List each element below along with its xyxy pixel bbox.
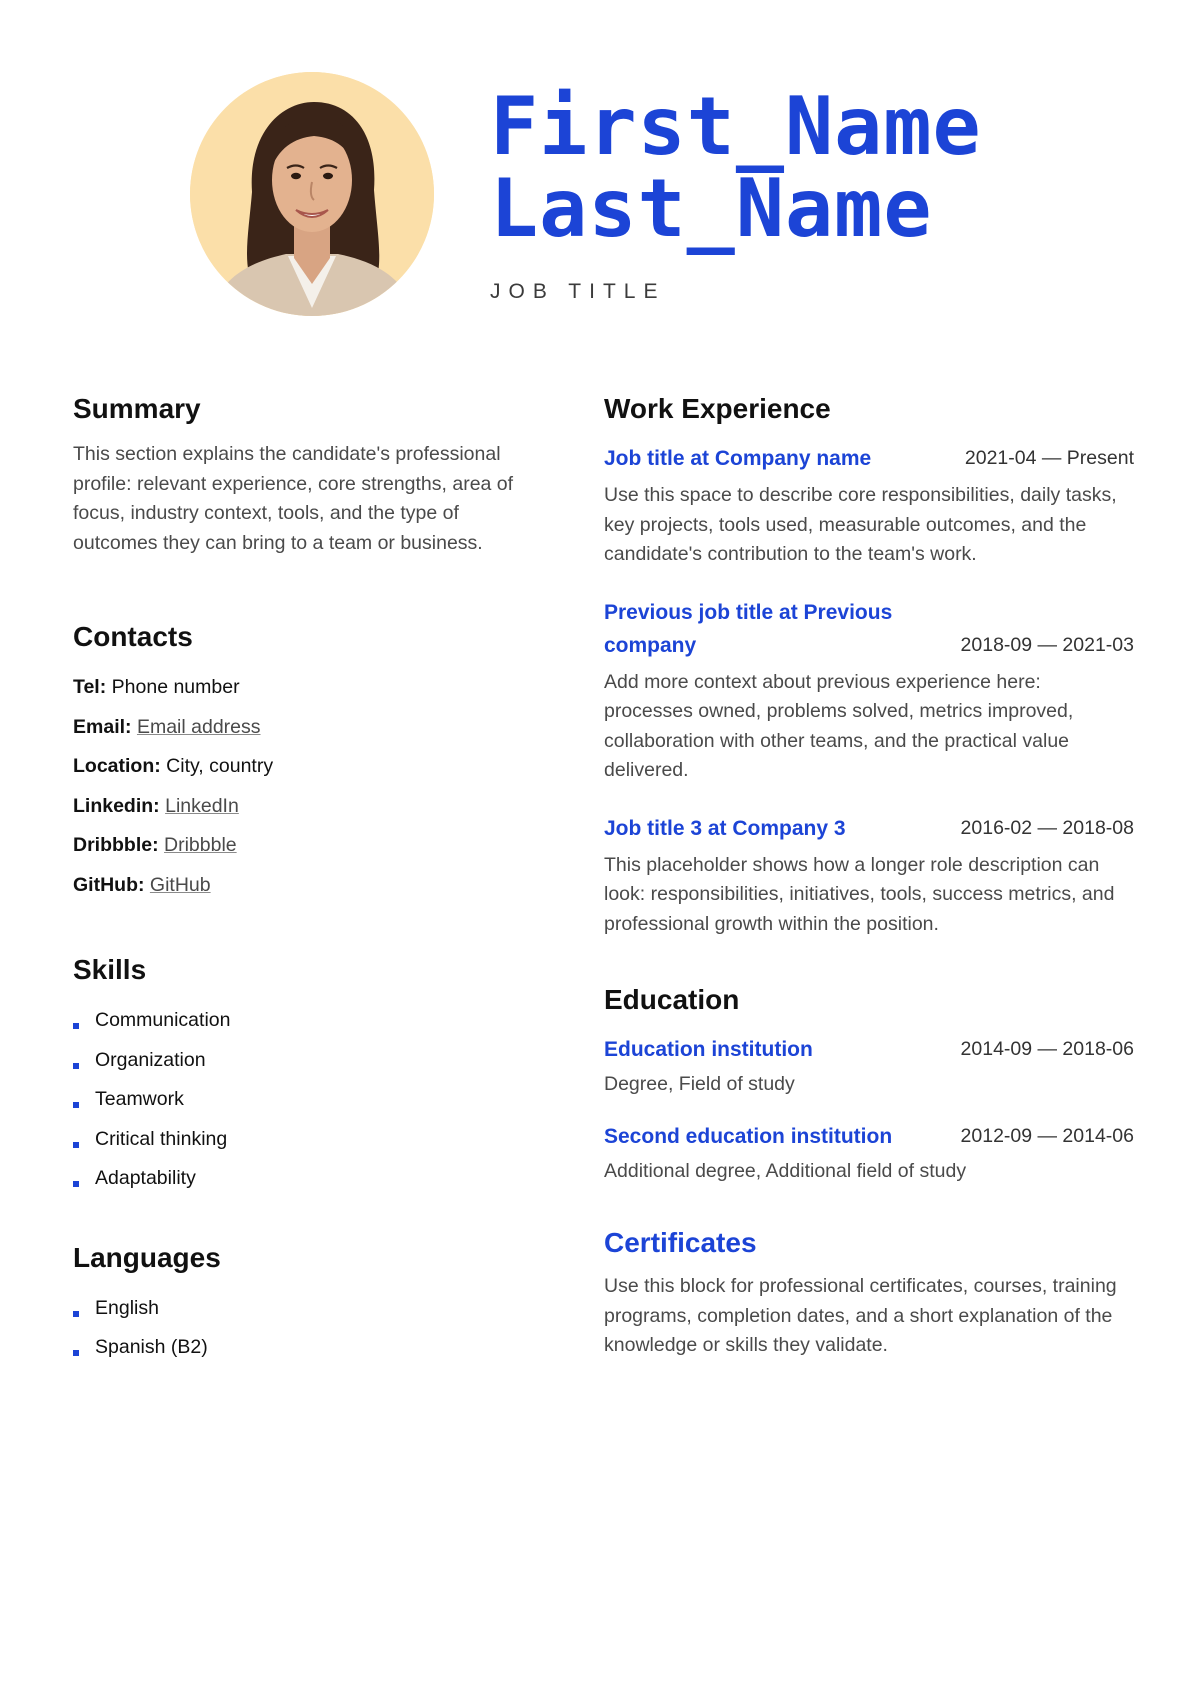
education-section xyxy=(604,983,1134,1186)
contact-value: Phone number xyxy=(111,676,240,698)
job-role: Job title at Company name xyxy=(604,447,872,470)
contact-label: Dribbble: xyxy=(73,834,159,856)
contact-value: City, country xyxy=(166,755,274,777)
contact-label: Tel: xyxy=(73,676,107,698)
skill-item xyxy=(73,1041,543,1081)
job-role: Job title 3 at Company 3 xyxy=(604,816,846,840)
contacts-section xyxy=(73,620,543,905)
language-label: Spanish (B2) xyxy=(95,1336,208,1358)
skill-label: Teamwork xyxy=(95,1088,184,1110)
summary-text: This section explains the candidate's professional profile: relevant experience, core strengths, area of focus, industry context, tools, and the type of outcomes they can bring to a team or business. xyxy=(73,443,514,554)
education-degree: Additional degree, Additional field of study xyxy=(604,1159,967,1182)
job-entry xyxy=(604,442,1134,570)
contact-location xyxy=(73,747,543,787)
certificates-section xyxy=(604,1226,1134,1361)
bullet-square-icon xyxy=(73,1023,79,1029)
contact-label: Email: xyxy=(73,715,132,738)
last-name: Last_Name xyxy=(490,162,933,255)
contact-dribbble xyxy=(73,826,543,866)
education-institution: Education institution xyxy=(604,1038,813,1061)
job-entry xyxy=(604,596,1134,786)
languages-title: Languages xyxy=(73,1241,221,1273)
skill-item xyxy=(73,1080,543,1120)
name-block xyxy=(490,80,1170,255)
skills-title: Skills xyxy=(73,954,147,985)
summary-title: Summary xyxy=(73,393,201,424)
work-experience-section xyxy=(604,392,1134,939)
bullet-square-icon xyxy=(73,1063,79,1069)
skill-item xyxy=(73,1120,543,1160)
education-header xyxy=(604,1033,1134,1066)
language-item xyxy=(73,1328,543,1368)
bullet-square-icon xyxy=(73,1142,79,1148)
contact-label: Location: xyxy=(73,755,161,777)
contact-email xyxy=(73,708,543,748)
contacts-list xyxy=(73,668,543,905)
work-experience-title: Work Experience xyxy=(604,393,831,424)
portrait-image xyxy=(190,72,434,316)
job-description: Use this space to describe core responsibilities, daily tasks, key projects, tools used, measurable outcomes, and the candidate's contribution to the team's work. xyxy=(604,484,1117,565)
bullet-square-icon xyxy=(73,1311,79,1317)
bullet-square-icon xyxy=(73,1350,79,1356)
certificates-title: Certificates xyxy=(604,1227,757,1258)
job-role: Previous job title at Previous company xyxy=(604,600,893,657)
github-link[interactable]: GitHub xyxy=(149,873,211,896)
education-entry xyxy=(604,1033,1134,1100)
contact-tel xyxy=(73,668,543,708)
email-link[interactable]: Email address xyxy=(136,715,261,738)
contact-label: GitHub: xyxy=(73,873,145,896)
bullet-square-icon xyxy=(73,1102,79,1108)
contact-linkedin xyxy=(73,787,543,827)
bullet-square-icon xyxy=(73,1181,79,1187)
left-column xyxy=(73,392,543,1368)
job-header xyxy=(604,596,1134,662)
dribbble-link[interactable]: Dribbble xyxy=(164,834,237,856)
right-column xyxy=(604,392,1134,1361)
education-institution: Second education institution xyxy=(604,1124,893,1148)
languages-list xyxy=(73,1289,543,1368)
summary-section xyxy=(73,392,543,558)
certificates-text: Use this block for professional certificates, courses, training programs, completion dates, and a short explanation of the knowledge or skills they validate. xyxy=(604,1275,1117,1356)
education-dates: 2014-09 — 2018-06 xyxy=(960,1038,1134,1060)
first-name: First_Name xyxy=(490,80,982,173)
job-dates: 2016-02 — 2018-08 xyxy=(960,816,1134,839)
job-header xyxy=(604,812,1134,845)
education-title: Education xyxy=(604,984,740,1015)
education-entry xyxy=(604,1120,1134,1187)
languages-section xyxy=(73,1241,543,1368)
language-item xyxy=(73,1289,543,1329)
job-entry xyxy=(604,812,1134,940)
job-title: JOB TITLE xyxy=(490,280,666,303)
job-dates: 2018-09 — 2021-03 xyxy=(960,633,1134,656)
education-degree: Degree, Field of study xyxy=(604,1073,795,1095)
skills-section xyxy=(73,953,543,1199)
contact-github xyxy=(73,866,543,906)
job-dates: 2021-04 — Present xyxy=(964,447,1134,469)
education-dates: 2012-09 — 2014-06 xyxy=(960,1124,1134,1147)
profile-photo xyxy=(190,72,434,316)
skill-label: Organization xyxy=(95,1048,206,1071)
skills-list xyxy=(73,1001,543,1199)
skill-label: Adaptability xyxy=(95,1167,196,1189)
skill-label: Critical thinking xyxy=(95,1127,228,1150)
contacts-title: Contacts xyxy=(73,621,193,652)
contact-label: Linkedin: xyxy=(73,794,160,817)
education-header xyxy=(604,1120,1134,1153)
linkedin-link[interactable]: LinkedIn xyxy=(165,794,239,817)
skill-item xyxy=(73,1159,543,1199)
job-description: This placeholder shows how a longer role description can look: responsibilities, initiatives, tools, success metrics, and professional growth within the position. xyxy=(604,853,1115,935)
skill-label: Communication xyxy=(95,1009,231,1031)
skill-item xyxy=(73,1001,543,1041)
job-description: Add more context about previous experience here: processes owned, problems solved, metrics improved, collaboration with other teams, and the practical value delivered. xyxy=(604,670,1074,781)
job-header xyxy=(604,442,1134,475)
language-label: English xyxy=(95,1296,159,1319)
